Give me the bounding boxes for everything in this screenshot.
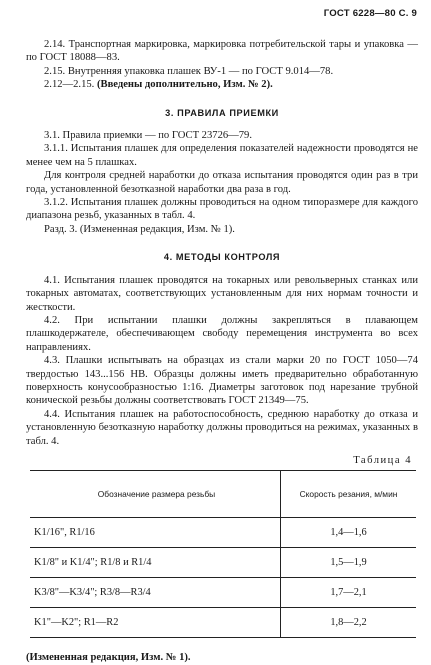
paragraph-4-2: 4.2. При испытании плашки должны закрепляться в плавающем плашкодержателе, обеспечивающем свободу перемещения инструмента во всех направлениях. xyxy=(26,314,418,353)
amendment-note: (Введены дополнительно, Изм. № 2). xyxy=(96,79,273,91)
section-3-amendment: Разд. 3. (Измененная редакция, Изм. № 1). xyxy=(44,223,235,235)
cutting-speed-cell: 1,5—1,9 xyxy=(281,548,417,578)
table-caption: Таблица 4 xyxy=(353,454,412,466)
paragraph-3-1-1-b: Для контроля средней наработки до отказа испытания проводятся один раз в три года, установленной безотказной наработки два раза в год. xyxy=(26,170,418,195)
cutting-speed-cell: 1,8—2,2 xyxy=(281,608,417,638)
section-4-title: 4. МЕТОДЫ КОНТРОЛЯ xyxy=(163,252,281,263)
table-header-row xyxy=(30,471,416,518)
table-row xyxy=(30,518,416,548)
paragraph-2-15: 2.15. Внутренняя упаковка плашек ВУ-1 — по ГОСТ 9.014—78. xyxy=(44,65,334,77)
paragraph-3-1-2: 3.1.2. Испытания плашек должны проводиться на одном типоразмере для каждого диапазона резьб, указанных в табл. 4. xyxy=(26,197,418,222)
paragraph-number: 2.12—2.15. xyxy=(44,79,97,91)
cutting-speed-cell: 1,7—2,1 xyxy=(281,578,417,608)
paragraph-4-4: 4.4. Испытания плашек на работоспособность, среднюю наработку до отказа и установленную безотказную наработку должны проводиться на режимах, указанных в табл. 4. xyxy=(26,408,418,447)
paragraph-4-1: 4.1. Испытания плашек проводятся на токарных или револьверных станках или токарных автоматах, соответствующих установленным для них нормам точности и жесткости. xyxy=(26,274,418,313)
table-row xyxy=(30,548,416,578)
page-header: ГОСТ 6228—80 С. 9 xyxy=(323,8,417,19)
column-header-size: Обозначение размера резьбы xyxy=(30,471,281,518)
table-row xyxy=(30,608,416,638)
paragraph-2-14: 2.14. Транспортная маркировка, маркировка потребительской тары и упаковка — по ГОСТ 18088—83. xyxy=(26,39,418,64)
thread-size-cell: K1"—K2"; R1—R2 xyxy=(30,608,281,638)
paragraph-3-1-1: 3.1.1. Испытания плашек для определения показателей надежности проводятся не менее чем на 5 плашках. xyxy=(26,143,418,168)
document-body xyxy=(26,38,418,665)
paragraph-3-1: 3.1. Правила приемки — по ГОСТ 23726—79. xyxy=(44,130,253,142)
thread-speed-table xyxy=(30,470,416,638)
paragraph-2-12-2-15 xyxy=(26,78,418,91)
thread-size-cell: K1/16", R1/16 xyxy=(30,518,281,548)
thread-size-cell: K1/8" и K1/4"; R1/8 и R1/4 xyxy=(30,548,281,578)
cutting-speed-cell: 1,4—1,6 xyxy=(281,518,417,548)
section-3-title: 3. ПРАВИЛА ПРИЕМКИ xyxy=(165,107,279,118)
table-row xyxy=(30,578,416,608)
paragraph-4-3: 4.3. Плашки испытывать на образцах из стали марки 20 по ГОСТ 1050—74 твердостью 143...156 НВ. Образцы должны иметь предварительно обработанную поверхность конусообразностью 1:16. Диаметры заготовок под нарезание трубной конической резьбы должны соответствовать ГОСТ 21349—75. xyxy=(26,355,418,407)
thread-size-cell: K3/8"—K3/4"; R3/8—R3/4 xyxy=(30,578,281,608)
column-header-speed: Скорость резания, м/мин xyxy=(281,471,417,518)
table-amendment-note: (Измененная редакция, Изм. № 1). xyxy=(26,652,191,664)
